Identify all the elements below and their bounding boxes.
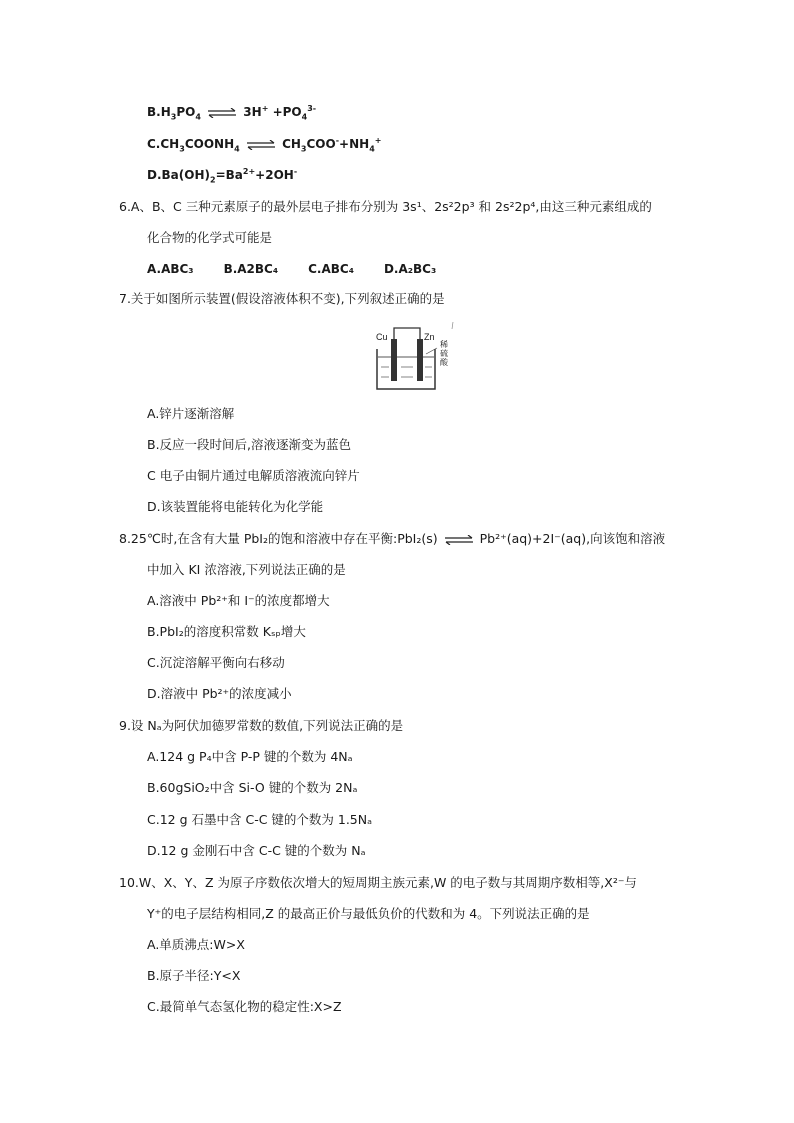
q9-option-c: C.12 g 石墨中含 C-C 键的个数为 1.5Nₐ: [147, 812, 373, 827]
q10-stem-line1: 10.W、X、Y、Z 为原子序数依次增大的短周期主族元素,W 的电子数与其周期序数相等,X²⁻与: [119, 875, 637, 890]
q8-option-d: D.溶液中 Pb²⁺的浓度减小: [147, 686, 292, 701]
q9-stem: 9.设 Nₐ为阿伏加德罗常数的数值,下列说法正确的是: [119, 718, 404, 733]
q6-option-d: D.A₂BC₃: [383, 262, 437, 276]
q10-option-c: C.最简单气态氢化物的稳定性:X>Z: [147, 999, 342, 1014]
q10-option-a: A.单质沸点:W>X: [147, 937, 245, 952]
q5-option-d: $D.Ba(OH)_2=Ba^{2+}+2OH^-$: [147, 167, 298, 185]
q6-stem-line2: 化合物的化学式可能是: [147, 230, 273, 245]
copper-electrode: [391, 339, 397, 381]
fig-label-acid: 稀硫酸: [440, 340, 448, 367]
q7-option-a: A.锌片逐渐溶解: [147, 406, 235, 421]
q10-stem-line2: Y⁺的电子层结构相同,Z 的最高正价与最低负价的代数和为 4。下列说法正确的是: [147, 906, 590, 921]
q7-option-b: B.反应一段时间后,溶液逐渐变为蓝色: [147, 437, 352, 452]
q9-option-a: A.124 g P₄中含 P-P 键的个数为 4Nₐ: [147, 749, 353, 764]
q7-option-d: D.该装置能将电能转化为化学能: [147, 499, 324, 514]
equilibrium-arrow-icon: [246, 140, 276, 150]
q8-option-b: B.PbI₂的溶度积常数 Kₛₚ增大: [147, 624, 306, 639]
q6-options: [147, 261, 462, 277]
fig-label-cu: Cu: [376, 332, 388, 342]
q7-stem: 7.关于如图所示装置(假设溶液体积不变),下列叙述正确的是: [119, 291, 445, 306]
q6-option-b: B.A2BC₄: [223, 262, 279, 276]
q9-option-d: D.12 g 金刚石中含 C-C 键的个数为 Nₐ: [147, 843, 366, 858]
q8-stem-line1: 8.25℃时,在含有大量 PbI₂的饱和溶液中存在平衡:PbI₂(s) Pb²⁺(aq)+2I⁻(aq),向该饱和溶液: [119, 531, 666, 546]
q10-option-b: B.原子半径:Y<X: [147, 968, 241, 983]
q5-option-b: $B.H_3PO_4$ $3H^+ +PO_4^{3-}$: [147, 104, 317, 122]
fig-label-zn: Zn: [424, 332, 435, 342]
q6-option-c: C.ABC₄: [308, 262, 354, 276]
q8-stem-line2: 中加入 KI 浓溶液,下列说法正确的是: [147, 562, 346, 577]
zinc-electrode: [417, 339, 423, 381]
q7-option-c: C 电子由铜片通过电解质溶液流向锌片: [147, 468, 360, 483]
q6-stem-line1: 6.A、B、C 三种元素原子的最外层电子排布分别为 3s¹、2s²2p³ 和 2s²2p⁴,由这三种元素组成的: [119, 199, 652, 214]
q8-option-c: C.沉淀溶解平衡向右移动: [147, 655, 285, 670]
q8-option-a: A.溶液中 Pb²⁺和 I⁻的浓度都增大: [147, 593, 330, 608]
equilibrium-arrow-icon: [207, 108, 237, 118]
q5-option-c: $C.CH_3COONH_4$ $CH_3COO^-+NH_4^+$: [147, 136, 382, 154]
equilibrium-arrow-icon: [444, 535, 474, 545]
q6-option-a: A.ABC₃: [147, 262, 194, 276]
q9-option-b: B.60gSiO₂中含 Si-O 键的个数为 2Nₐ: [147, 780, 358, 795]
